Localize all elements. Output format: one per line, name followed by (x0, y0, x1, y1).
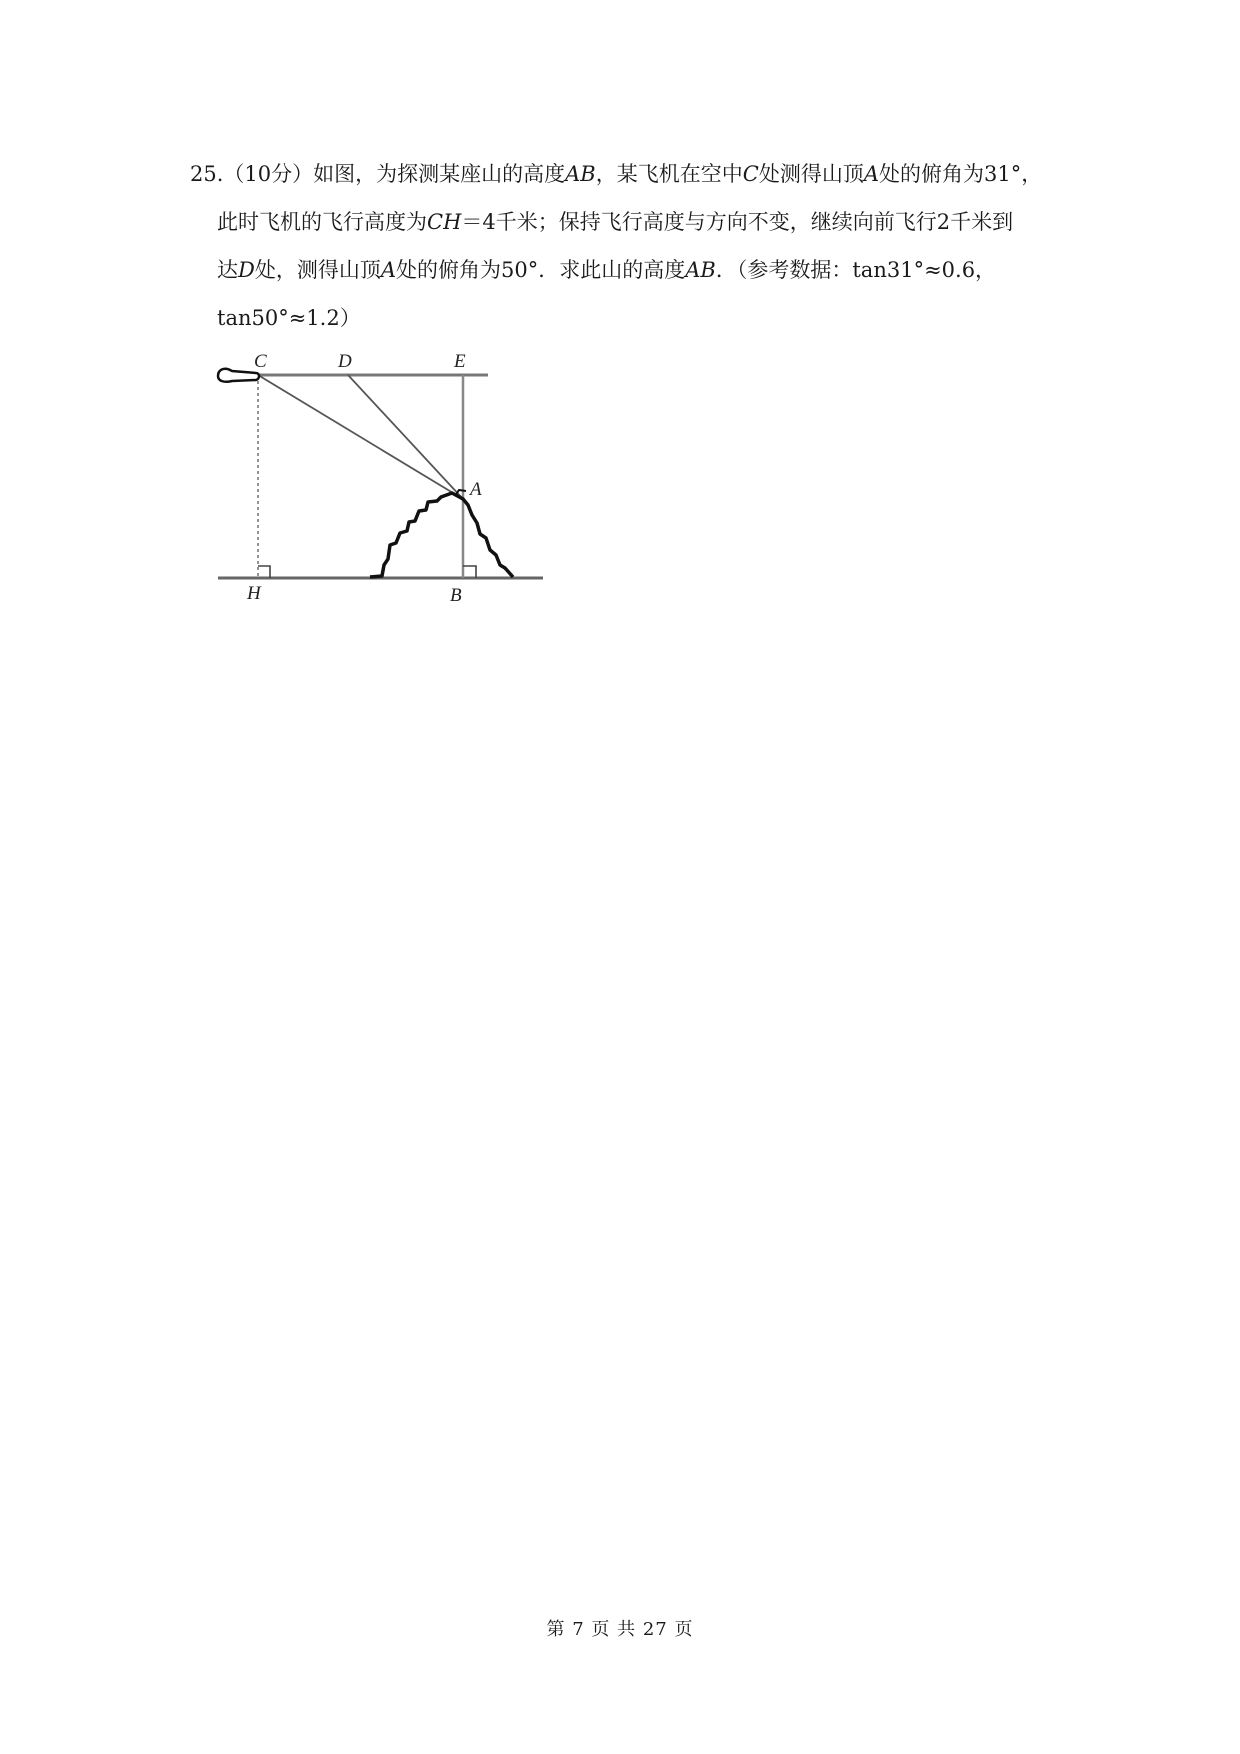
label-d: D (338, 351, 352, 372)
problem-line-2 (190, 198, 1070, 246)
math-ab: AB (685, 258, 716, 282)
label-h: H (247, 583, 261, 604)
text-segment: 达 (217, 258, 238, 282)
label-b: B (450, 585, 462, 606)
text-segment: ．（参考数据：tan31°≈0.6， (715, 258, 997, 282)
label-a: A (470, 479, 482, 500)
problem-score: （10分） (223, 162, 314, 186)
mountain-outline (370, 493, 513, 577)
line-ca (258, 375, 463, 499)
problem-25 (190, 150, 1070, 342)
right-angle-h (258, 566, 270, 578)
airplane-icon (218, 369, 259, 382)
page-footer: 第 7 页 共 27 页 (546, 1619, 694, 1640)
text-segment: 如图，为探测某座山的高度 (313, 162, 566, 186)
math-d: D (238, 258, 255, 282)
right-angle-b (463, 566, 476, 578)
math-a: A (380, 258, 397, 282)
text-segment: 处的俯角为50°．求此山的高度 (396, 258, 686, 282)
geometry-figure (210, 345, 550, 610)
text-segment: ＝4千米；保持飞行高度与方向不变，继续向前飞行2千米到 (461, 210, 1014, 234)
problem-line-1 (190, 150, 1070, 198)
math-ab: AB (565, 162, 596, 186)
line-da (348, 375, 463, 499)
text-segment: 处，测得山顶 (254, 258, 381, 282)
label-e: E (454, 351, 466, 372)
problem-line-4: tan50°≈1.2） (217, 306, 361, 330)
text-segment: 处测得山顶 (758, 162, 864, 186)
label-c: C (254, 351, 267, 372)
text-segment: 此时飞机的飞行高度为 (217, 210, 427, 234)
problem-line-3 (190, 246, 1070, 294)
math-c: C (742, 162, 759, 186)
math-ch: CH (427, 210, 462, 234)
text-segment: ，某飞机在空中 (595, 162, 743, 186)
problem-number: 25. (190, 162, 224, 186)
figure-svg (210, 345, 550, 610)
math-a: A (863, 162, 879, 186)
text-segment: 处的俯角为31°， (879, 162, 1043, 186)
